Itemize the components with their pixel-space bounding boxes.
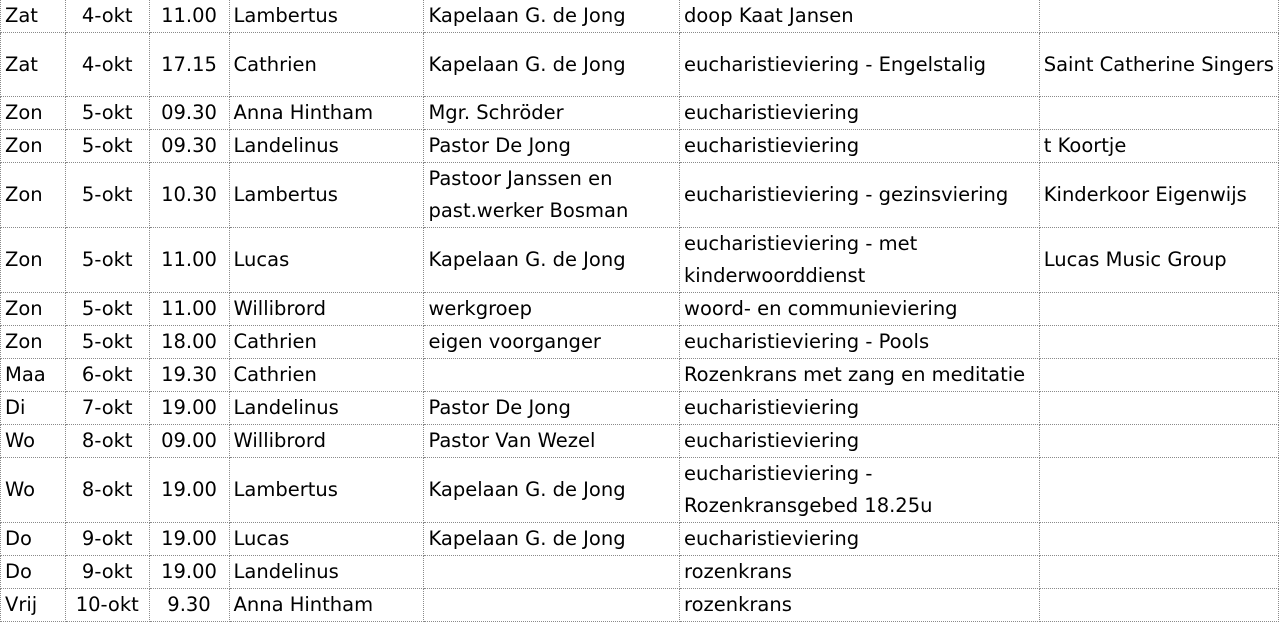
music-cell[interactable]: [1039, 359, 1278, 392]
celebrant-cell[interactable]: [424, 359, 680, 392]
celebrant-cell[interactable]: [424, 556, 680, 589]
time-cell[interactable]: 19.00: [149, 556, 229, 589]
service-cell[interactable]: eucharistieviering - Pools: [680, 326, 1040, 359]
service-cell[interactable]: eucharistieviering: [680, 425, 1040, 458]
time-cell[interactable]: 10.30: [149, 163, 229, 228]
day-cell[interactable]: Do: [1, 556, 66, 589]
time-cell[interactable]: 11.00: [149, 228, 229, 293]
day-cell[interactable]: Wo: [1, 458, 66, 523]
music-cell[interactable]: Saint Catherine Singers: [1039, 33, 1278, 97]
service-cell[interactable]: woord- en communieviering: [680, 293, 1040, 326]
table-row: [1, 359, 1279, 392]
celebrant-cell[interactable]: Kapelaan G. de Jong: [424, 523, 680, 556]
table-row: [1, 589, 1279, 622]
music-cell[interactable]: [1039, 97, 1278, 130]
time-cell[interactable]: 11.00: [149, 0, 229, 33]
date-cell[interactable]: 7-okt: [66, 392, 150, 425]
service-cell[interactable]: eucharistieviering: [680, 392, 1040, 425]
service-cell[interactable]: eucharistieviering: [680, 97, 1040, 130]
location-cell[interactable]: Landelinus: [229, 556, 424, 589]
celebrant-cell[interactable]: Pastor De Jong: [424, 130, 680, 163]
service-cell[interactable]: eucharistieviering - Engelstalig: [680, 33, 1040, 97]
table-row: [1, 556, 1279, 589]
date-cell[interactable]: 9-okt: [66, 556, 150, 589]
music-cell[interactable]: [1039, 326, 1278, 359]
music-cell[interactable]: [1039, 523, 1278, 556]
time-cell[interactable]: 9.30: [149, 589, 229, 622]
service-cell[interactable]: doop Kaat Jansen: [680, 0, 1040, 33]
table-row: [1, 97, 1279, 130]
day-cell[interactable]: Vrij: [1, 589, 66, 622]
day-cell[interactable]: Do: [1, 523, 66, 556]
day-cell[interactable]: Zon: [1, 326, 66, 359]
celebrant-cell[interactable]: Pastor Van Wezel: [424, 425, 680, 458]
location-cell[interactable]: Willibrord: [229, 293, 424, 326]
music-cell[interactable]: t Koortje: [1039, 130, 1278, 163]
table-row: [1, 163, 1279, 228]
music-cell[interactable]: [1039, 458, 1278, 523]
celebrant-cell[interactable]: Mgr. Schröder: [424, 97, 680, 130]
location-cell[interactable]: Lambertus: [229, 163, 424, 228]
service-cell[interactable]: eucharistieviering - gezinsviering: [680, 163, 1040, 228]
day-cell[interactable]: Zon: [1, 228, 66, 293]
location-cell[interactable]: Anna Hintham: [229, 589, 424, 622]
service-cell[interactable]: rozenkrans: [680, 556, 1040, 589]
celebrant-cell[interactable]: Pastoor Janssen en past.werker Bosman: [424, 163, 680, 228]
service-cell[interactable]: eucharistieviering - met kinderwoorddienst: [680, 228, 1040, 293]
day-cell[interactable]: Zon: [1, 130, 66, 163]
table-row: [1, 33, 1279, 97]
day-cell[interactable]: Zon: [1, 293, 66, 326]
location-cell[interactable]: Cathrien: [229, 359, 424, 392]
table-row: [1, 425, 1279, 458]
date-cell[interactable]: 4-okt: [66, 0, 150, 33]
table-row: [1, 392, 1279, 425]
date-cell[interactable]: 5-okt: [66, 97, 150, 130]
music-cell[interactable]: Kinderkoor Eigenwijs: [1039, 163, 1278, 228]
location-cell[interactable]: Lambertus: [229, 458, 424, 523]
celebrant-cell[interactable]: Kapelaan G. de Jong: [424, 458, 680, 523]
service-cell[interactable]: Rozenkrans met zang en meditatie: [680, 359, 1040, 392]
celebrant-cell[interactable]: [424, 589, 680, 622]
date-cell[interactable]: 8-okt: [66, 425, 150, 458]
day-cell[interactable]: Wo: [1, 425, 66, 458]
service-cell[interactable]: rozenkrans: [680, 589, 1040, 622]
day-cell[interactable]: Zon: [1, 163, 66, 228]
location-cell[interactable]: Lucas: [229, 228, 424, 293]
table-row: [1, 0, 1279, 33]
time-cell[interactable]: 09.00: [149, 425, 229, 458]
date-cell[interactable]: 10-okt: [66, 589, 150, 622]
date-cell[interactable]: 8-okt: [66, 458, 150, 523]
time-cell[interactable]: 19.30: [149, 359, 229, 392]
location-cell[interactable]: Anna Hintham: [229, 97, 424, 130]
time-cell[interactable]: 11.00: [149, 293, 229, 326]
location-cell[interactable]: Cathrien: [229, 326, 424, 359]
day-cell[interactable]: Zon: [1, 97, 66, 130]
time-cell[interactable]: 09.30: [149, 97, 229, 130]
location-cell[interactable]: Willibrord: [229, 425, 424, 458]
location-cell[interactable]: Landelinus: [229, 130, 424, 163]
time-cell[interactable]: 09.30: [149, 130, 229, 163]
celebrant-cell[interactable]: Kapelaan G. de Jong: [424, 0, 680, 33]
music-cell[interactable]: [1039, 556, 1278, 589]
date-cell[interactable]: 6-okt: [66, 359, 150, 392]
date-cell[interactable]: 5-okt: [66, 130, 150, 163]
location-cell[interactable]: Landelinus: [229, 392, 424, 425]
time-cell[interactable]: 19.00: [149, 523, 229, 556]
celebrant-cell[interactable]: Kapelaan G. de Jong: [424, 228, 680, 293]
location-cell[interactable]: Lambertus: [229, 0, 424, 33]
time-cell[interactable]: 18.00: [149, 326, 229, 359]
celebrant-cell[interactable]: Pastor De Jong: [424, 392, 680, 425]
time-cell[interactable]: 19.00: [149, 392, 229, 425]
celebrant-cell[interactable]: werkgroep: [424, 293, 680, 326]
time-cell[interactable]: 19.00: [149, 458, 229, 523]
celebrant-cell[interactable]: eigen voorganger: [424, 326, 680, 359]
service-cell[interactable]: eucharistieviering: [680, 523, 1040, 556]
table-row: [1, 130, 1279, 163]
celebrant-cell[interactable]: Kapelaan G. de Jong: [424, 33, 680, 97]
service-cell[interactable]: eucharistieviering - Rozenkransgebed 18.25u: [680, 458, 1040, 523]
date-cell[interactable]: 5-okt: [66, 326, 150, 359]
music-cell[interactable]: Lucas Music Group: [1039, 228, 1278, 293]
date-cell[interactable]: 9-okt: [66, 523, 150, 556]
date-cell[interactable]: 5-okt: [66, 163, 150, 228]
day-cell[interactable]: Zat: [1, 0, 66, 33]
date-cell[interactable]: 5-okt: [66, 293, 150, 326]
music-cell[interactable]: [1039, 392, 1278, 425]
location-cell[interactable]: Cathrien: [229, 33, 424, 97]
day-cell[interactable]: Zat: [1, 33, 66, 97]
time-cell[interactable]: 17.15: [149, 33, 229, 97]
music-cell[interactable]: [1039, 425, 1278, 458]
day-cell[interactable]: Maa: [1, 359, 66, 392]
table-row: [1, 326, 1279, 359]
date-cell[interactable]: 5-okt: [66, 228, 150, 293]
table-row: [1, 293, 1279, 326]
date-cell[interactable]: 4-okt: [66, 33, 150, 97]
music-cell[interactable]: [1039, 293, 1278, 326]
service-cell[interactable]: eucharistieviering: [680, 130, 1040, 163]
table-row: [1, 523, 1279, 556]
table-row: [1, 458, 1279, 523]
location-cell[interactable]: Lucas: [229, 523, 424, 556]
day-cell[interactable]: Di: [1, 392, 66, 425]
music-cell[interactable]: [1039, 589, 1278, 622]
music-cell[interactable]: [1039, 0, 1278, 33]
table-row: [1, 228, 1279, 293]
